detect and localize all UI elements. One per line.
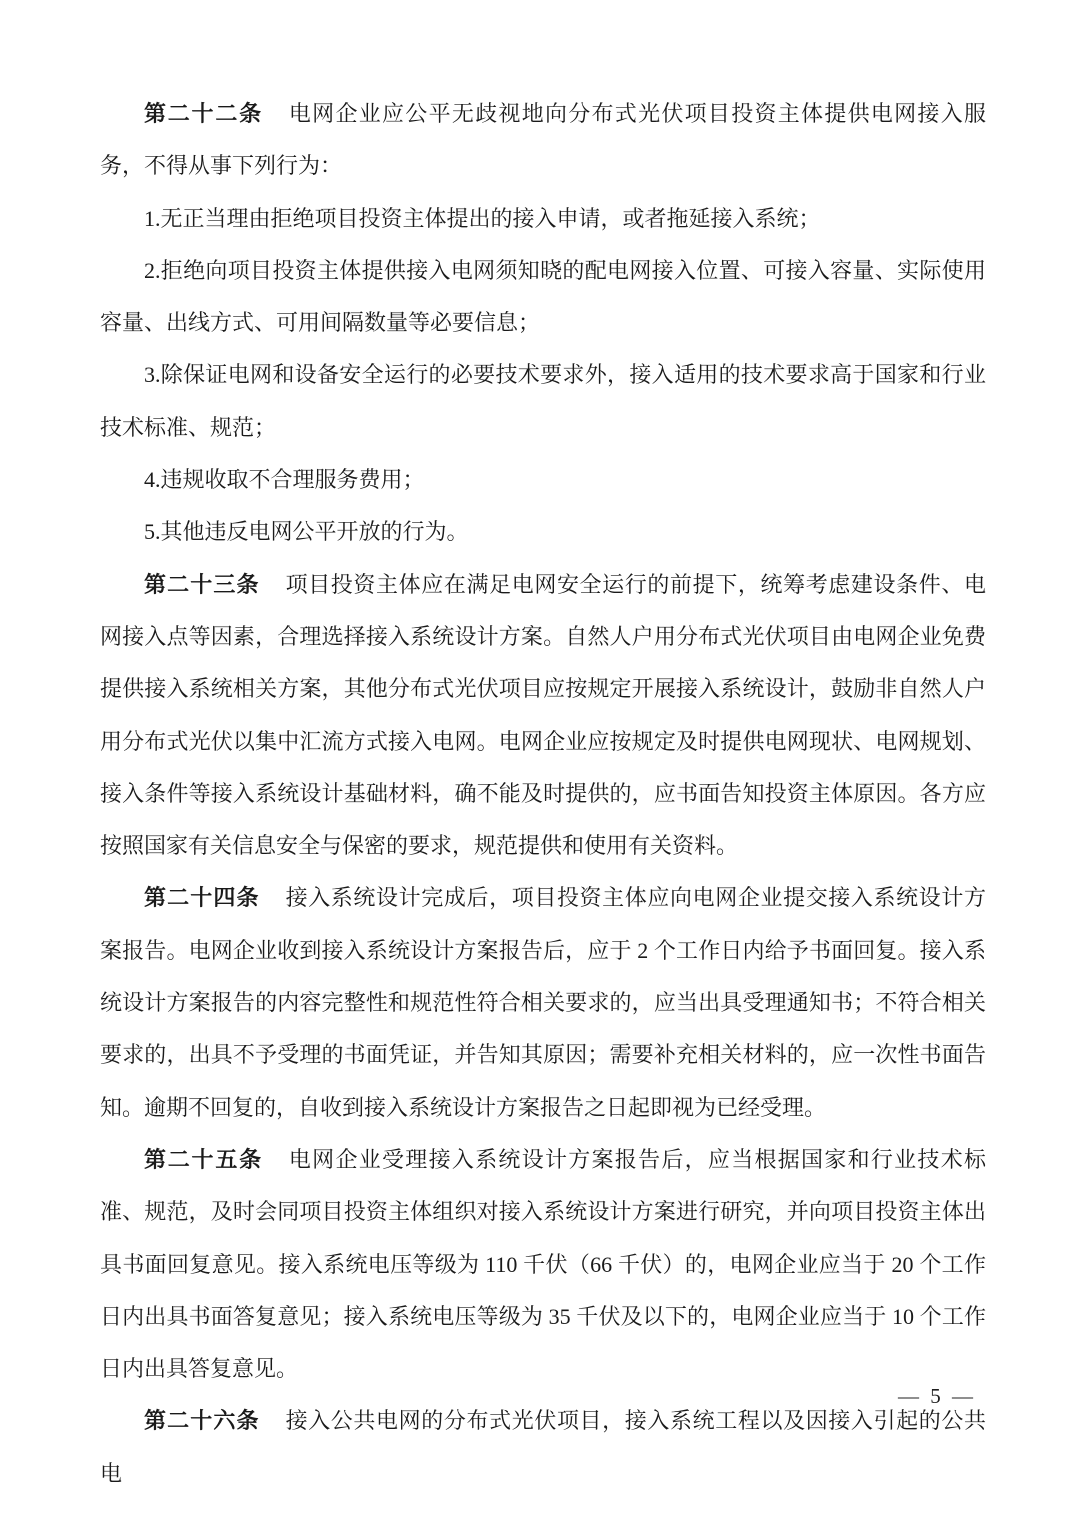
list-item-1-text: 1.无正当理由拒绝项目投资主体提出的接入申请，或者拖延接入系统； xyxy=(144,205,821,231)
article-23-text: 项目投资主体应在满足电网安全运行的前提下，统筹考虑建设条件、电网接入点等因素，合理选择接入系统设计方案。自然人户用分布式光伏项目由电网企业免费提供接入系统相关方案，其他分布式光伏项目应按规定开展接入系统设计，鼓励非自然人户用分布式光伏以集中汇流方式接入电网。电网企业应按规定及时提供电网现状、电网规划、接入条件等接入系统设计基础材料，确不能及时提供的，应书面告知投资主体原因。各方应按照国家有关信息安全与保密的要求，规范提供和使用有关资料。 xyxy=(100,571,986,859)
article-23-number: 第二十三条 xyxy=(144,571,260,597)
article-25-number: 第二十五条 xyxy=(144,1146,263,1172)
page-number: — 5 — xyxy=(898,1384,976,1408)
article-24-number: 第二十四条 xyxy=(144,885,260,911)
paragraph-article-22 xyxy=(100,88,986,193)
list-item-3-text: 3.除保证电网和设备安全运行的必要技术要求外，接入适用的技术要求高于国家和行业技术标准、规范； xyxy=(100,362,986,440)
paragraph-article-24 xyxy=(100,872,986,1133)
article-26-number: 第二十六条 xyxy=(144,1408,260,1434)
article-24-text: 接入系统设计完成后，项目投资主体应向电网企业提交接入系统设计方案报告。电网企业收到接入系统设计方案报告后，应于 2 个工作日内给予书面回复。接入系统设计方案报告的内容完整性和规范性符合相关要求的，应当出具受理通知书；不符合相关要求的，出具不予受理的书面凭证，并告知其原因；需要补充相关材料的，应一次性书面告知。逾期不回复的，自收到接入系统设计方案报告之日起即视为已经受理。 xyxy=(100,885,986,1120)
list-item-3 xyxy=(100,349,986,454)
article-26-text: 接入公共电网的分布式光伏项目，接入系统工程以及因接入引起的公共电 xyxy=(100,1408,986,1486)
paragraph-article-26 xyxy=(100,1395,986,1500)
list-item-2 xyxy=(100,245,986,350)
list-item-4 xyxy=(100,454,986,506)
article-25-text: 电网企业受理接入系统设计方案报告后，应当根据国家和行业技术标准、规范，及时会同项目投资主体组织对接入系统设计方案进行研究，并向项目投资主体出具书面回复意见。接入系统电压等级为 110 千伏（66 千伏）的，电网企业应当于 20 个工作日内出具书面答复意见；接入系统电压等级为 35 千伏及以下的，电网企业应当于 10 个工作日内出具答复意见。 xyxy=(100,1146,986,1382)
paragraph-article-25 xyxy=(100,1134,986,1395)
article-22-text: 电网企业应公平无歧视地向分布式光伏项目投资主体提供电网接入服务，不得从事下列行为： xyxy=(100,101,986,179)
list-item-4-text: 4.违规收取不合理服务费用； xyxy=(144,467,425,493)
article-22-number: 第二十二条 xyxy=(144,101,263,126)
list-item-2-text: 2.拒绝向项目投资主体提供接入电网须知晓的配电网接入位置、可接入容量、实际使用容量、出线方式、可用间隔数量等必要信息； xyxy=(100,257,986,336)
list-item-5-text: 5.其他违反电网公平开放的行为。 xyxy=(144,519,469,545)
paragraph-article-23 xyxy=(100,559,986,873)
document-page xyxy=(100,88,986,1500)
list-item-1 xyxy=(100,193,986,245)
list-item-5 xyxy=(100,506,986,558)
